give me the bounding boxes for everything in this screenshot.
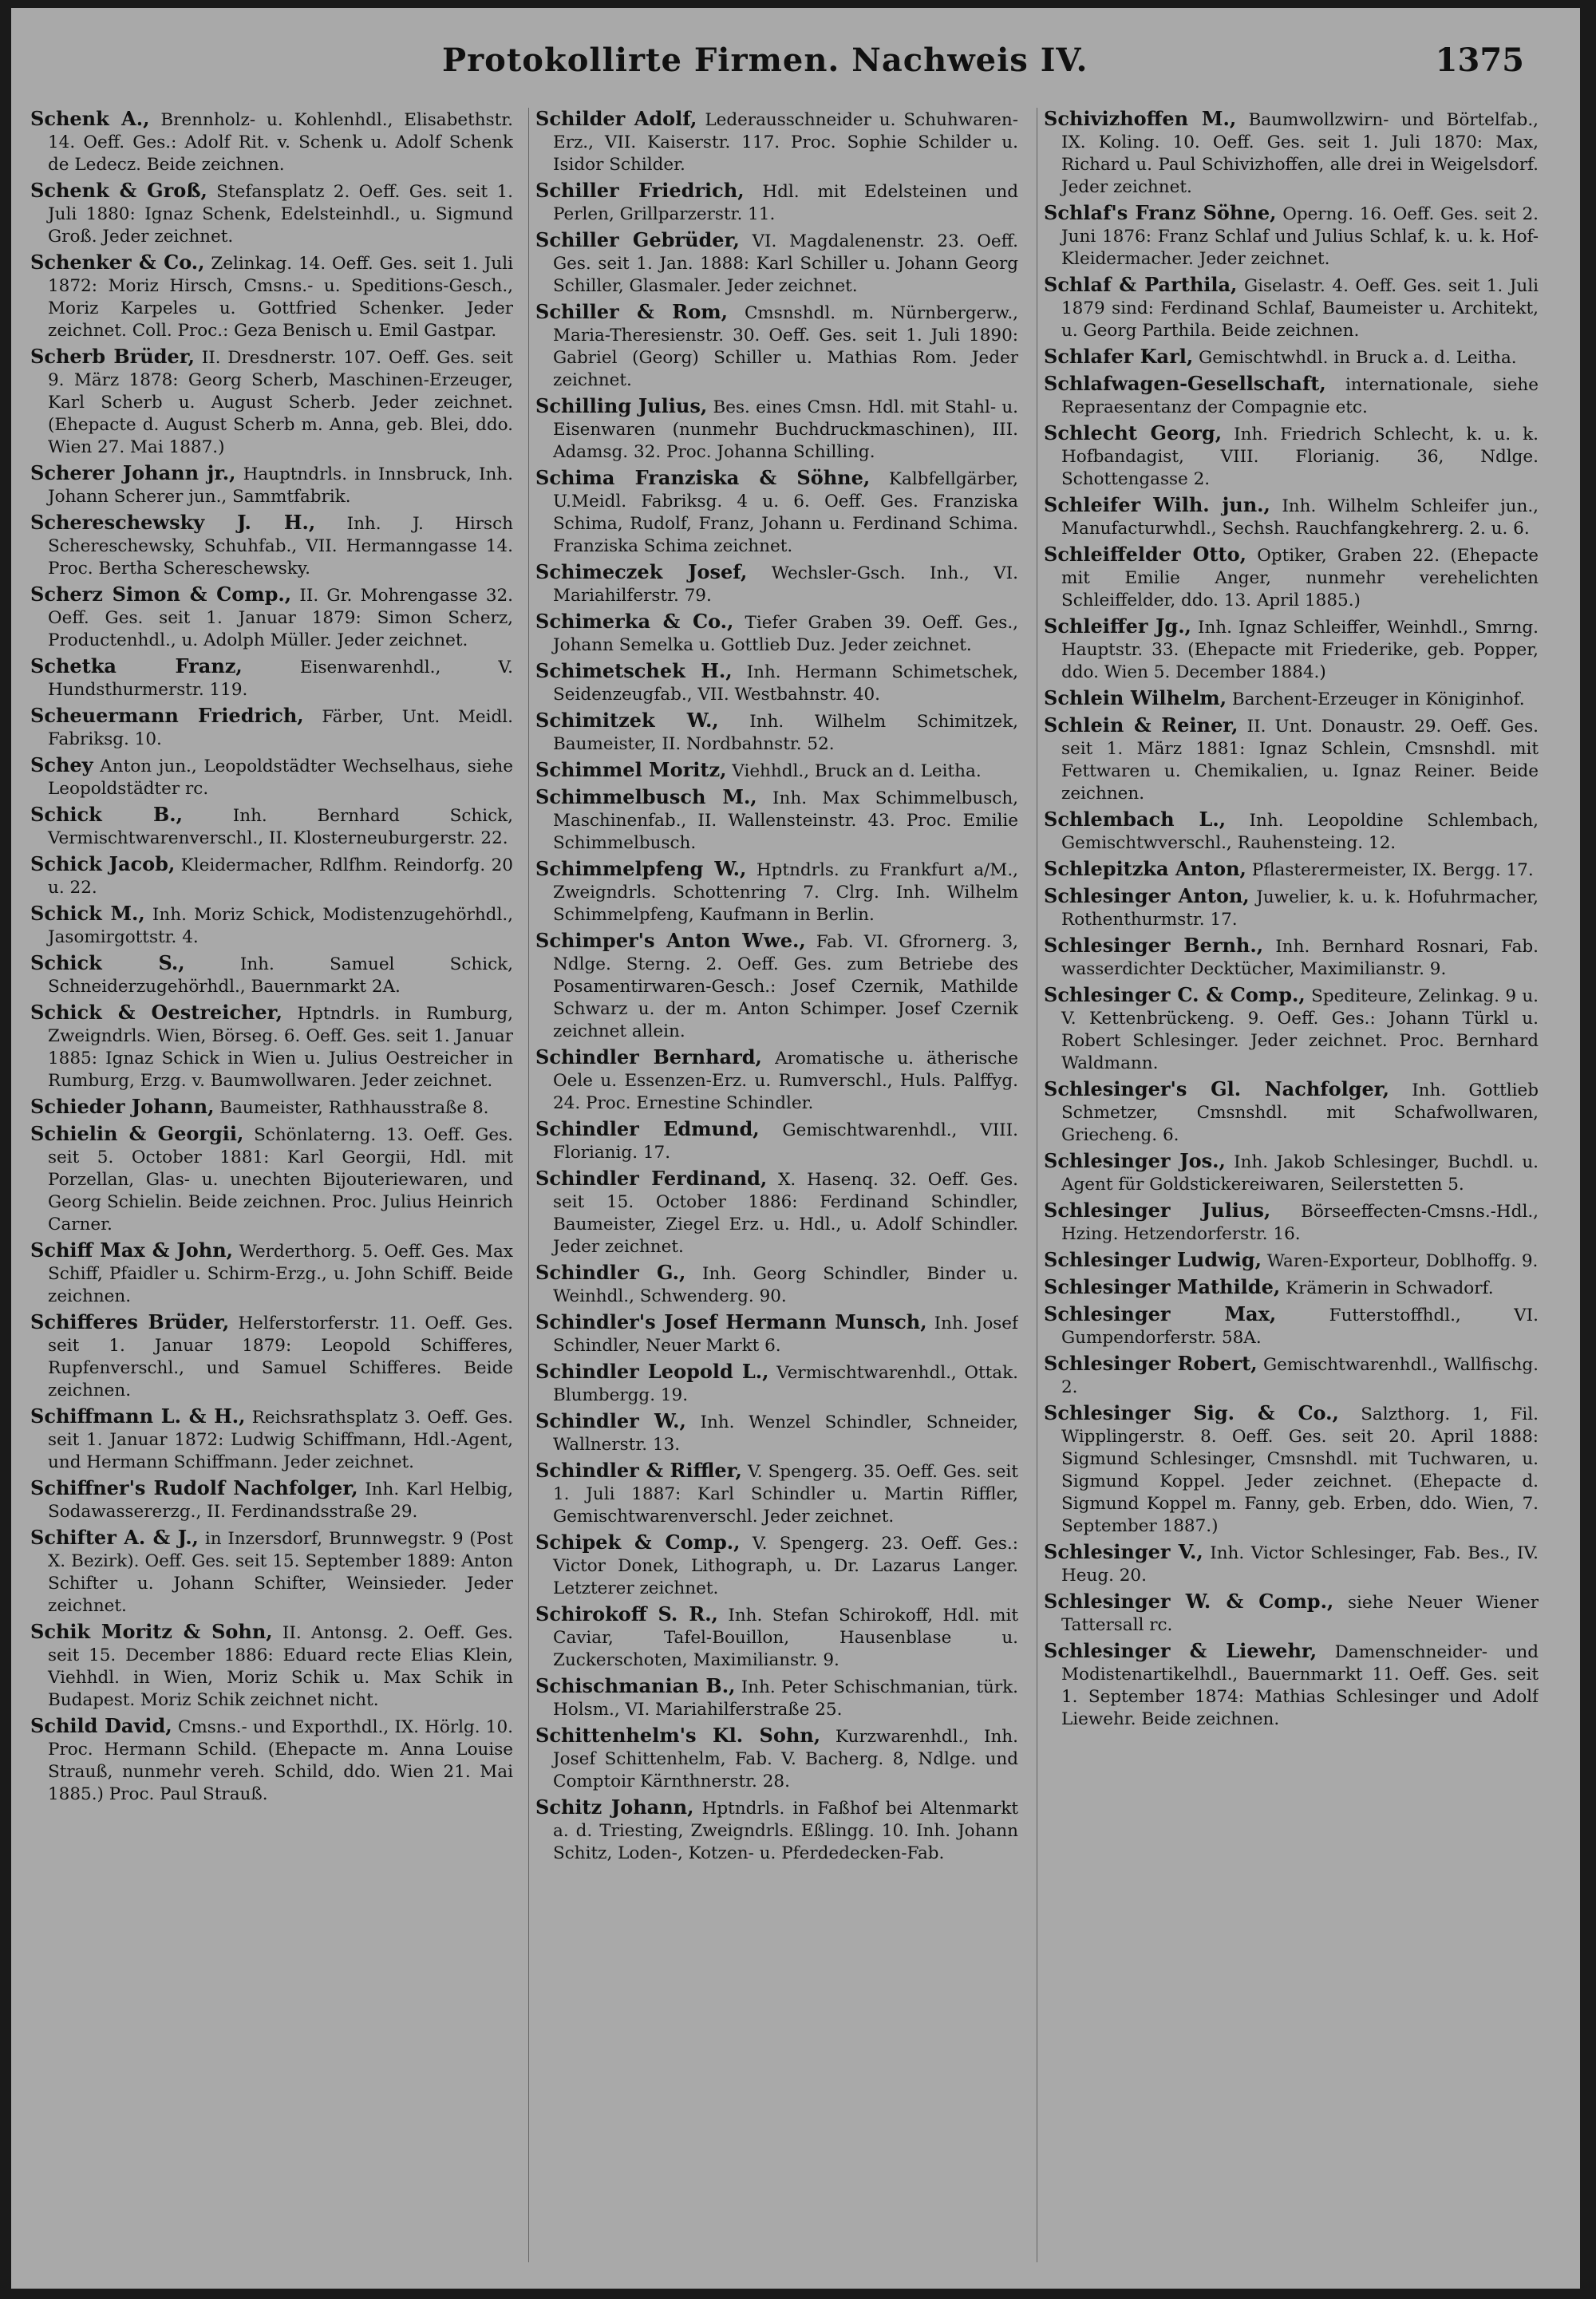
firm-name: Schindler & Riffler, bbox=[535, 1459, 742, 1482]
firm-name: Schlesinger V., bbox=[1044, 1540, 1203, 1563]
firm-name: Schimmelpfeng W., bbox=[535, 857, 747, 880]
firm-name: Schik Moritz & Sohn, bbox=[30, 1620, 273, 1643]
firm-name: Schlesinger Max, bbox=[1044, 1302, 1277, 1325]
entry-text: Schönlaterng. 13. Oeff. Ges. seit 5. October 1881: Karl Georgii, Hdl. mit Porzellan, Glas- u. unechten Bijouteriewaren, und Georg Schielin. Beide zeichnen. Proc. Julius Heinrich Carner. bbox=[48, 1125, 513, 1234]
entry-text: Vermischtwarenhdl., Ottak. Blumbergg. 19. bbox=[553, 1363, 1018, 1405]
directory-entry bbox=[30, 1405, 513, 1474]
firm-name: Schimmelbusch M., bbox=[535, 785, 757, 808]
directory-entry bbox=[30, 705, 513, 751]
directory-entry bbox=[535, 301, 1018, 392]
firm-name: Schlesinger Jos., bbox=[1044, 1149, 1226, 1172]
firm-name: Schiffmann L. & H., bbox=[30, 1404, 246, 1428]
directory-entry bbox=[30, 1311, 513, 1402]
firm-name: Schindler's Josef Hermann Munsch, bbox=[535, 1310, 927, 1333]
entry-text: Hdl. mit Edelsteinen und Perlen, Grillparzerstr. 11. bbox=[553, 182, 1018, 224]
entry-text: Gemischtwarenhdl., Wallfischg. 2. bbox=[1061, 1355, 1539, 1397]
firm-name: Schleifer Wilh. jun., bbox=[1044, 493, 1270, 516]
entry-text: Anton jun., Leopoldstädter Wechselhaus, siehe Leopoldstädter rc. bbox=[48, 756, 513, 799]
directory-entry bbox=[535, 467, 1018, 558]
directory-entry bbox=[535, 108, 1018, 176]
entry-text: VI. Magdalenenstr. 23. Oeff. Ges. seit 1. Jan. 1888: Karl Schiller u. Johann Georg Schiller, Glasmaler. Jeder zeichnet. bbox=[553, 231, 1018, 296]
entry-text: Fab. VI. Gfrornerg. 3, Ndlge. Sterng. 2. Oeff. Ges. zum Betriebe des Posamentirwaren-Gesch.: Josef Czernik, Mathilde Schwarz u. der m. Anton Schimper. Josef Czernik zeichnet allein. bbox=[553, 932, 1018, 1041]
firm-name: Schilder Adolf, bbox=[535, 108, 697, 130]
firm-name: Schlepitzka Anton, bbox=[1044, 857, 1246, 880]
firm-name: Scherb Brüder, bbox=[30, 345, 196, 368]
firm-name: Schlafer Karl, bbox=[1044, 345, 1194, 368]
entry-text: Kalbfellgärber, U.Meidl. Fabriksg. 4 u. 6. Oeff. Ges. Franziska Schima, Rudolf, Franz, Johann u. Ferdinand Schima. Franziska Schima zeichnet. bbox=[553, 469, 1018, 556]
entry-text: Inh. Georg Schindler, Binder u. Weinhdl., Schwenderg. 90. bbox=[553, 1264, 1018, 1306]
firm-name: Schick & Oestreicher, bbox=[30, 1001, 282, 1024]
directory-entry bbox=[535, 930, 1018, 1043]
directory-entry bbox=[1044, 108, 1539, 199]
firm-name: Schindler Bernhard, bbox=[535, 1045, 762, 1069]
firm-name: Schindler Ferdinand, bbox=[535, 1167, 768, 1190]
firm-name: Schipek & Comp., bbox=[535, 1531, 741, 1554]
firm-name: Scherz Simon & Comp., bbox=[30, 583, 292, 606]
directory-entry bbox=[535, 858, 1018, 926]
firm-name: Schlesinger's Gl. Nachfolger, bbox=[1044, 1077, 1390, 1100]
entry-text: Pflasterermeister, IX. Bergg. 17. bbox=[1251, 860, 1534, 880]
firm-name: Schlesinger C. & Comp., bbox=[1044, 983, 1306, 1006]
entry-text: Inh. Gottlieb Schmetzer, Cmsnshdl. mit Schafwollwaren, Griecheng. 6. bbox=[1061, 1080, 1539, 1145]
firm-name: Schieder Johann, bbox=[30, 1095, 215, 1118]
entry-text: Kleidermacher, Rdlfhm. Reindorfg. 20 u. 22. bbox=[48, 855, 513, 898]
directory-entry bbox=[535, 1410, 1018, 1456]
entry-text: Inh. Wilhelm Schleifer jun., Manufacturwhdl., Sechsh. Rauchfangkehrerg. 2. u. 6. bbox=[1061, 496, 1539, 539]
entry-text: Brennholz- u. Kohlenhdl., Elisabethstr. 14. Oeff. Ges.: Adolf Rit. v. Schenk u. Adolf Schenk de Ledecz. Beide zeichnen. bbox=[48, 110, 513, 175]
directory-entry bbox=[1044, 346, 1539, 369]
entry-text: Waren-Exporteur, Doblhoffg. 9. bbox=[1266, 1251, 1539, 1271]
firm-name: Schick Jacob, bbox=[30, 852, 176, 875]
entry-text: Aromatische u. ätherische Oele u. Essenzen-Erz. u. Rumverschl., Huls. Palffyg. 24. Proc. Ernestine Schindler. bbox=[553, 1049, 1018, 1113]
entry-text: Inh. Josef Schindler, Neuer Markt 6. bbox=[553, 1313, 1018, 1356]
directory-entry bbox=[1044, 1199, 1539, 1246]
entry-text: Stefansplatz 2. Oeff. Ges. seit 1. Juli 1880: Ignaz Schenk, Edelsteinhdl., u. Sigmund Groß. Jeder zeichnet. bbox=[48, 182, 513, 247]
entry-text: Spediteure, Zelinkag. 9 u. V. Kettenbrückeng. 9. Oeff. Ges.: Johann Türkl u. Robert Schlesinger. Jeder zeichnet. Proc. Bernhard Waldmann. bbox=[1061, 986, 1539, 1073]
firm-name: Schlembach L., bbox=[1044, 808, 1227, 831]
directory-entry bbox=[1044, 934, 1539, 981]
directory-entry bbox=[535, 709, 1018, 756]
directory-entry bbox=[535, 786, 1018, 855]
firm-name: Schlesinger Robert, bbox=[1044, 1352, 1258, 1375]
entry-text: Barchent-Erzeuger in Königinhof. bbox=[1231, 689, 1525, 709]
entry-text: Krämerin in Schwadorf. bbox=[1286, 1278, 1494, 1298]
entry-text: X. Hasenq. 32. Oeff. Ges. seit 15. October 1886: Ferdinand Schindler, Baumeister, Ziegel Erz. u. Hdl., u. Adolf Schindler. Jeder zeichnet. bbox=[553, 1170, 1018, 1257]
firm-name: Schiller Gebrüder, bbox=[535, 228, 740, 251]
entry-text: Operng. 16. Oeff. Ges. seit 2. Juni 1876: Franz Schlaf und Julius Schlaf, k. u. k. Hof-Kleidermacher. Jeder zeichnet. bbox=[1061, 204, 1539, 269]
directory-entry bbox=[1044, 1276, 1539, 1300]
entry-text: Juwelier, k. u. k. Hofuhrmacher, Rothenthurmstr. 17. bbox=[1061, 887, 1539, 930]
entry-text: Inh. Peter Schischmanian, türk. Holsm., VI. Mariahilferstraße 25. bbox=[553, 1677, 1018, 1720]
firm-name: Schiff Max & John, bbox=[30, 1238, 234, 1262]
directory-entry bbox=[30, 1621, 513, 1712]
entry-text: Zelinkag. 14. Oeff. Ges. seit 1. Juli 1872: Moriz Hirsch, Cmsns.- u. Speditions-Gesch., Moriz Karpeles u. Gottfried Schenker. Jeder zeichnet. Coll. Proc.: Geza Benisch u. Emil Gastpar. bbox=[48, 254, 513, 341]
entry-text: II. Unt. Donaustr. 29. Oeff. Ges. seit 1. März 1881: Ignaz Schlein, Cmsnshdl. mit Fettwaren u. Chemikalien, u. Ignaz Reiner. Beide zeichnen. bbox=[1061, 717, 1539, 804]
entry-text: Inh. Victor Schlesinger, Fab. Bes., IV. Heug. 20. bbox=[1061, 1543, 1539, 1586]
firm-name: Schlesinger Ludwig, bbox=[1044, 1248, 1262, 1271]
directory-entry bbox=[30, 512, 513, 580]
firm-name: Schlein & Reiner, bbox=[1044, 713, 1238, 737]
firm-name: Schlesinger Anton, bbox=[1044, 884, 1250, 907]
firm-name: Schiffner's Rudolf Nachfolger, bbox=[30, 1476, 358, 1499]
entry-text: Tiefer Graben 39. Oeff. Ges., Johann Semelka u. Gottlieb Duz. Jeder zeichnet. bbox=[553, 613, 1018, 655]
directory-entry bbox=[30, 655, 513, 701]
firm-name: Schenk A., bbox=[30, 108, 150, 130]
directory-entry bbox=[30, 903, 513, 949]
entry-text: Inh. Moriz Schick, Modistenzugehörhdl., Jasomirgottstr. 4. bbox=[48, 905, 513, 947]
directory-entry bbox=[535, 1460, 1018, 1528]
column-2 bbox=[528, 108, 1018, 2262]
entry-text: Hptndrls. in Faßhof bei Altenmarkt a. d. Triesting, Zweigndrls. Eßlingg. 10. Inh. Johann Schitz, Loden-, Kotzen- u. Pferdedecken-Fab. bbox=[553, 1799, 1018, 1863]
entry-text: Inh. Jakob Schlesinger, Buchdl. u. Agent für Goldstickereiwaren, Seilerstetten 5. bbox=[1061, 1152, 1539, 1195]
directory-entry bbox=[30, 754, 513, 800]
firm-name: Schlaf & Parthila, bbox=[1044, 273, 1238, 296]
firm-name: Schlecht Georg, bbox=[1044, 421, 1223, 444]
entry-text: Inh. Karl Helbig, Sodawassererzg., II. Ferdinandsstraße 29. bbox=[48, 1479, 513, 1522]
directory-entry bbox=[535, 660, 1018, 706]
directory-entry bbox=[30, 346, 513, 459]
firm-name: Schitz Johann, bbox=[535, 1795, 694, 1819]
directory-entry bbox=[30, 583, 513, 652]
column-1 bbox=[30, 108, 513, 2262]
entry-text: Hptndrls. zu Frankfurt a/M., Zweigndrls. Schottenring 7. Clrg. Inh. Wilhelm Schimmelpfeng, Kaufmann in Berlin. bbox=[553, 860, 1018, 925]
directory-entry bbox=[30, 462, 513, 508]
entry-text: Hauptndrls. in Innsbruck, Inh. Johann Scherer jun., Sammtfabrik. bbox=[48, 464, 513, 507]
directory-entry bbox=[1044, 885, 1539, 931]
firm-name: Schlaf's Franz Söhne, bbox=[1044, 201, 1277, 224]
directory-entry bbox=[535, 759, 1018, 783]
entry-text: Inh. Wenzel Schindler, Schneider, Wallnerstr. 13. bbox=[553, 1412, 1018, 1455]
firm-name: Schlafwagen-Gesellschaft, bbox=[1044, 372, 1326, 395]
firm-name: Schiller & Rom, bbox=[535, 300, 728, 323]
entry-text: Kurzwarenhdl., Inh. Josef Schittenhelm, Fab. V. Bacherg. 8, Ndlge. und Comptoir Kärnthnerstr. 28. bbox=[553, 1727, 1018, 1791]
firm-name: Schick B., bbox=[30, 803, 184, 826]
entry-text: Inh. Friedrich Schlecht, k. u. k. Hofbandagist, VIII. Florianig. 36, Ndlge. Schottengasse 2. bbox=[1061, 425, 1539, 489]
directory-entry bbox=[30, 1477, 513, 1523]
directory-entry bbox=[535, 1167, 1018, 1258]
firm-name: Schirokoff S. R., bbox=[535, 1602, 718, 1625]
entry-text: Inh. Stefan Schirokoff, Hdl. mit Caviar, Tafel-Bouillon, Hausenblase u. Zuckerschoten, Maximilianstr. 9. bbox=[553, 1606, 1018, 1670]
directory-entry bbox=[1044, 808, 1539, 855]
directory-entry bbox=[30, 1239, 513, 1308]
directory-entry bbox=[30, 251, 513, 342]
firm-name: Schenker & Co., bbox=[30, 251, 205, 274]
document-page bbox=[11, 8, 1580, 2289]
directory-entry bbox=[30, 108, 513, 176]
entry-text: Inh. Bernhard Rosnari, Fab. wasserdichter Decktücher, Maximilianstr. 9. bbox=[1061, 937, 1539, 979]
directory-entry bbox=[1044, 714, 1539, 805]
firm-name: Schlesinger Bernh., bbox=[1044, 934, 1264, 957]
firm-name: Schimetschek H., bbox=[535, 659, 733, 682]
directory-entry bbox=[1044, 1640, 1539, 1731]
page-header bbox=[11, 41, 1580, 89]
firm-name: Schimmel Moritz, bbox=[535, 758, 727, 781]
entry-text: Gemischtwhdl. in Bruck a. d. Leitha. bbox=[1199, 348, 1517, 368]
entry-text: Reichsrathsplatz 3. Oeff. Ges. seit 1. Januar 1872: Ludwig Schiffmann, Hdl.-Agent, und Hermann Schiffmann. Jeder zeichnet. bbox=[48, 1408, 513, 1472]
firm-name: Schlesinger Julius, bbox=[1044, 1199, 1271, 1222]
firm-name: Schimeczek Josef, bbox=[535, 560, 748, 583]
directory-entry bbox=[1044, 858, 1539, 882]
entry-text: in Inzersdorf, Brunnwegstr. 9 (Post X. Bezirk). Oeff. Ges. seit 15. September 1889: Anton Schifter u. Johann Schifter, Weinsieder. Jeder zeichnet. bbox=[48, 1529, 513, 1616]
entry-text: Viehhdl., Bruck an d. Leitha. bbox=[732, 761, 982, 781]
directory-entry bbox=[535, 1361, 1018, 1407]
directory-entry bbox=[1044, 1590, 1539, 1637]
directory-entry bbox=[30, 1096, 513, 1120]
firm-name: Schenk & Groß, bbox=[30, 179, 207, 202]
entry-text: Baumeister, Rathhausstraße 8. bbox=[219, 1098, 489, 1118]
entry-text: Eisenwarenhdl., V. Hundsthurmerstr. 119. bbox=[48, 658, 513, 700]
directory-entry bbox=[1044, 202, 1539, 271]
firm-name: Schiller Friedrich, bbox=[535, 179, 745, 202]
directory-entry bbox=[1044, 1541, 1539, 1587]
entry-text: Inh. Hermann Schimetschek, Seidenzeugfab., VII. Westbahnstr. 40. bbox=[553, 662, 1018, 705]
entry-text: Helferstorferstr. 11. Oeff. Ges. seit 1. Januar 1879: Leopold Schifferes, Rupfenverschl., und Samuel Schifferes. Beide zeichnen. bbox=[48, 1313, 513, 1400]
entry-text: Inh. Ignaz Schleiffer, Weinhdl., Smrng. Hauptstr. 33. (Ehepacte mit Friederike, geb. Popper, ddo. Wien 5. December 1884.) bbox=[1061, 618, 1539, 682]
firm-name: Schindler W., bbox=[535, 1409, 686, 1432]
directory-entry bbox=[30, 853, 513, 899]
entry-text: Optiker, Graben 22. (Ehepacte mit Emilie Anger, nunmehr verehelichten Schleiffelder, ddo. 13. April 1885.) bbox=[1061, 546, 1539, 610]
entry-text: Inh. Max Schimmelbusch, Maschinenfab., II. Wallensteinstr. 43. Proc. Emilie Schimmelbusch. bbox=[553, 788, 1018, 853]
directory-entry bbox=[1044, 1402, 1539, 1538]
directory-entry bbox=[1044, 687, 1539, 711]
firm-name: Schima Franziska & Söhne, bbox=[535, 466, 871, 489]
entry-text: V. Spengerg. 23. Oeff. Ges.: Victor Donek, Lithograph, u. Dr. Lazarus Langer. Letzterer zeichnet. bbox=[553, 1534, 1018, 1598]
directory-entry bbox=[1044, 1303, 1539, 1349]
firm-name: Schielin & Georgii, bbox=[30, 1122, 244, 1145]
column-3 bbox=[1037, 108, 1539, 2262]
directory-entry bbox=[30, 1123, 513, 1236]
entry-text: Giselastr. 4. Oeff. Ges. seit 1. Juli 1879 sind: Ferdinand Schlaf, Baumeister u. Architekt, u. Georg Parthila. Beide zeichnen. bbox=[1061, 276, 1539, 341]
firm-name: Schivizhoffen M., bbox=[1044, 108, 1237, 130]
directory-entry bbox=[30, 1715, 513, 1806]
entry-text: Cmsns.- und Exporthdl., IX. Hörlg. 10. Proc. Hermann Schild. (Ehepacte m. Anna Louise Strauß, nunmehr vereh. Schild, ddo. Wien 21. Mai 1885.) Proc. Paul Strauß. bbox=[48, 1717, 513, 1804]
entry-text: Färber, Unt. Meidl. Fabriksg. 10. bbox=[48, 707, 513, 749]
directory-entry bbox=[535, 1311, 1018, 1357]
firm-name: Schischmanian B., bbox=[535, 1674, 736, 1697]
directory-entry bbox=[1044, 494, 1539, 540]
entry-text: Futterstoffhdl., VI. Gumpendorferstr. 58A. bbox=[1061, 1306, 1539, 1348]
firm-name: Schleiffer Jg., bbox=[1044, 614, 1191, 638]
directory-entry bbox=[1044, 1150, 1539, 1196]
directory-entry bbox=[535, 1118, 1018, 1164]
directory-entry bbox=[1044, 984, 1539, 1075]
directory-entry bbox=[1044, 615, 1539, 684]
directory-entry bbox=[1044, 422, 1539, 491]
entry-text: V. Spengerg. 35. Oeff. Ges. seit 1. Juli 1887: Karl Schindler u. Martin Riffler, Gemischtwarenverschl. Jeder zeichnet. bbox=[553, 1462, 1018, 1527]
entry-text: Inh. Wilhelm Schimitzek, Baumeister, II. Nordbahnstr. 52. bbox=[553, 712, 1018, 754]
directory-entry bbox=[30, 180, 513, 248]
directory-entry bbox=[535, 610, 1018, 657]
directory-entry bbox=[30, 1001, 513, 1092]
firm-name: Schilling Julius, bbox=[535, 394, 708, 417]
firm-name: Schleiffelder Otto, bbox=[1044, 543, 1246, 566]
firm-name: Schlesinger Sig. & Co., bbox=[1044, 1401, 1339, 1424]
firm-name: Schindler Edmund, bbox=[535, 1117, 760, 1140]
firm-name: Schlesinger & Liewehr, bbox=[1044, 1639, 1317, 1662]
entry-text: Hptndrls. in Rumburg, Zweigndrls. Wien, Börseg. 6. Oeff. Ges. seit 1. Januar 1885: Ignaz Schick in Wien u. Julius Oestreicher in Rumburg, Erzg. v. Baumwollwaren. Jeder zeichnet. bbox=[48, 1004, 513, 1091]
entry-text: II. Antonsg. 2. Oeff. Ges. seit 15. December 1886: Eduard recte Elias Klein, Viehhdl. in Wien, Moriz Schik u. Max Schik in Budapest. Moriz Schik zeichnet nicht. bbox=[48, 1623, 513, 1710]
firm-name: Schlesinger W. & Comp., bbox=[1044, 1590, 1334, 1613]
firm-name: Schimerka & Co., bbox=[535, 610, 734, 633]
directory-entry bbox=[535, 395, 1018, 464]
entry-text: Damenschneider- und Modistenartikelhdl., Bauernmarkt 11. Oeff. Ges. seit 1. September 1874: Mathias Schlesinger und Adolf Liewehr. Beide zeichnen. bbox=[1061, 1642, 1539, 1729]
directory-entry bbox=[1044, 274, 1539, 342]
directory-entry bbox=[535, 1531, 1018, 1600]
firm-name: Schindler Leopold L., bbox=[535, 1360, 769, 1383]
firm-name: Schlein Wilhelm, bbox=[1044, 686, 1227, 709]
entry-text: Baumwollzwirn- und Börtelfab., IX. Koling. 10. Oeff. Ges. seit 1. Juli 1870: Max, Richard u. Paul Schivizhoffen, alle drei in Weigelsdorf. Jeder zeichnet. bbox=[1061, 110, 1539, 197]
entry-text: Cmsnshdl. m. Nürnbergerw., Maria-Theresienstr. 30. Oeff. Ges. seit 1. Juli 1890: Gabriel (Georg) Schiller u. Mathias Rom. Jeder zeichnet. bbox=[553, 303, 1018, 390]
firm-name: Schlesinger Mathilde, bbox=[1044, 1275, 1281, 1298]
firm-name: Schimitzek W., bbox=[535, 709, 719, 732]
entry-text: Gemischtwarenhdl., VIII. Florianig. 17. bbox=[553, 1120, 1018, 1163]
firm-name: Schereschewsky J. H., bbox=[30, 511, 316, 534]
page-number: 1375 bbox=[1435, 41, 1524, 79]
directory-entry bbox=[535, 1603, 1018, 1672]
directory-entry bbox=[1044, 543, 1539, 612]
directory-entry bbox=[1044, 373, 1539, 419]
firm-name: Schick M., bbox=[30, 902, 145, 925]
entry-text: internationale, siehe Repraesentanz der Compagnie etc. bbox=[1061, 375, 1539, 417]
firm-name: Schifferes Brüder, bbox=[30, 1310, 230, 1333]
directory-entry bbox=[1044, 1078, 1539, 1147]
firm-name: Schindler G., bbox=[535, 1261, 686, 1284]
entry-text: II. Dresdnerstr. 107. Oeff. Ges. seit 9. März 1878: Georg Scherb, Maschinen-Erzeuger, Karl Scherb u. August Scherb. Jeder zeichnet. (Ehepacte d. August Scherb m. Anna, geb. Blei, ddo. Wien 27. Mai 1887.) bbox=[48, 348, 513, 457]
entry-text: Inh. Leopoldine Schlembach, Gemischtwverschl., Rauhensteing. 12. bbox=[1061, 811, 1539, 853]
firm-name: Scherer Johann jr., bbox=[30, 461, 236, 484]
directory-entry bbox=[30, 804, 513, 850]
directory-entry bbox=[535, 180, 1018, 226]
firm-name: Schey bbox=[30, 753, 93, 776]
directory-entry bbox=[1044, 1249, 1539, 1273]
entry-text: Bes. eines Cmsn. Hdl. mit Stahl- u. Eisenwaren (nunmehr Buchdruckmaschinen), III. Adamsg. 32. Proc. Johanna Schilling. bbox=[553, 397, 1018, 462]
directory-entry bbox=[535, 1796, 1018, 1865]
firm-name: Schick S., bbox=[30, 951, 185, 974]
firm-name: Schimper's Anton Wwe., bbox=[535, 929, 806, 952]
entry-text: Wechsler-Gsch. Inh., VI. Mariahilferstr. 79. bbox=[553, 563, 1018, 606]
entry-text: Inh. Bernhard Schick, Vermischtwarenverschl., II. Klosterneuburgerstr. 22. bbox=[48, 806, 513, 848]
directory-entry bbox=[535, 1262, 1018, 1308]
entry-text: Inh. Samuel Schick, Schneiderzugehörhdl., Bauernmarkt 2A. bbox=[48, 954, 513, 997]
directory-entry bbox=[30, 1527, 513, 1618]
directory-entry bbox=[30, 952, 513, 998]
entry-text: II. Gr. Mohrengasse 32. Oeff. Ges. seit 1. Januar 1879: Simon Scherz, Productenhdl., u. Adolph Müller. Jeder zeichnet. bbox=[48, 586, 513, 650]
entry-text: siehe Neuer Wiener Tattersall rc. bbox=[1061, 1593, 1539, 1635]
directory-entry bbox=[535, 561, 1018, 607]
firm-name: Schifter A. & J., bbox=[30, 1526, 199, 1549]
entry-text: Salzthorg. 1, Fil. Wipplingerstr. 8. Oeff. Ges. seit 20. April 1888: Sigmund Schlesinger, Cmsnshdl. mit Tuchwaren, u. Sigmund Koppel. Jeder zeichnet. (Ehepacte d. Sigmund Koppel m. Fanny, geb. Erben, ddo. Wien, 7. September 1887.) bbox=[1061, 1404, 1539, 1536]
firm-name: Scheuermann Friedrich, bbox=[30, 704, 304, 727]
directory-entry bbox=[1044, 1353, 1539, 1399]
entry-text: Werderthorg. 5. Oeff. Ges. Max Schiff, Pfaidler u. Schirm-Erzg., u. John Schiff. Beide zeichnen. bbox=[48, 1242, 513, 1306]
directory-entry bbox=[535, 1046, 1018, 1115]
directory-entry bbox=[535, 1724, 1018, 1793]
firm-name: Schetka Franz, bbox=[30, 654, 243, 677]
running-title: Protokollirte Firmen. Nachweis IV. bbox=[442, 41, 1088, 79]
entry-text: Lederausschneider u. Schuhwaren-Erz., VII. Kaiserstr. 117. Proc. Sophie Schilder u. Isidor Schilder. bbox=[553, 110, 1018, 175]
firm-name: Schittenhelm's Kl. Sohn, bbox=[535, 1724, 821, 1747]
directory-entry bbox=[535, 229, 1018, 298]
entry-text: Börseeffecten-Cmsns.-Hdl., Hzing. Hetzendorferstr. 16. bbox=[1061, 1202, 1539, 1244]
firm-name: Schild David, bbox=[30, 1714, 172, 1737]
entry-text: Inh. J. Hirsch Schereschewsky, Schuhfab., VII. Hermanngasse 14. Proc. Bertha Schereschewsky. bbox=[48, 514, 513, 579]
directory-entry bbox=[535, 1675, 1018, 1721]
